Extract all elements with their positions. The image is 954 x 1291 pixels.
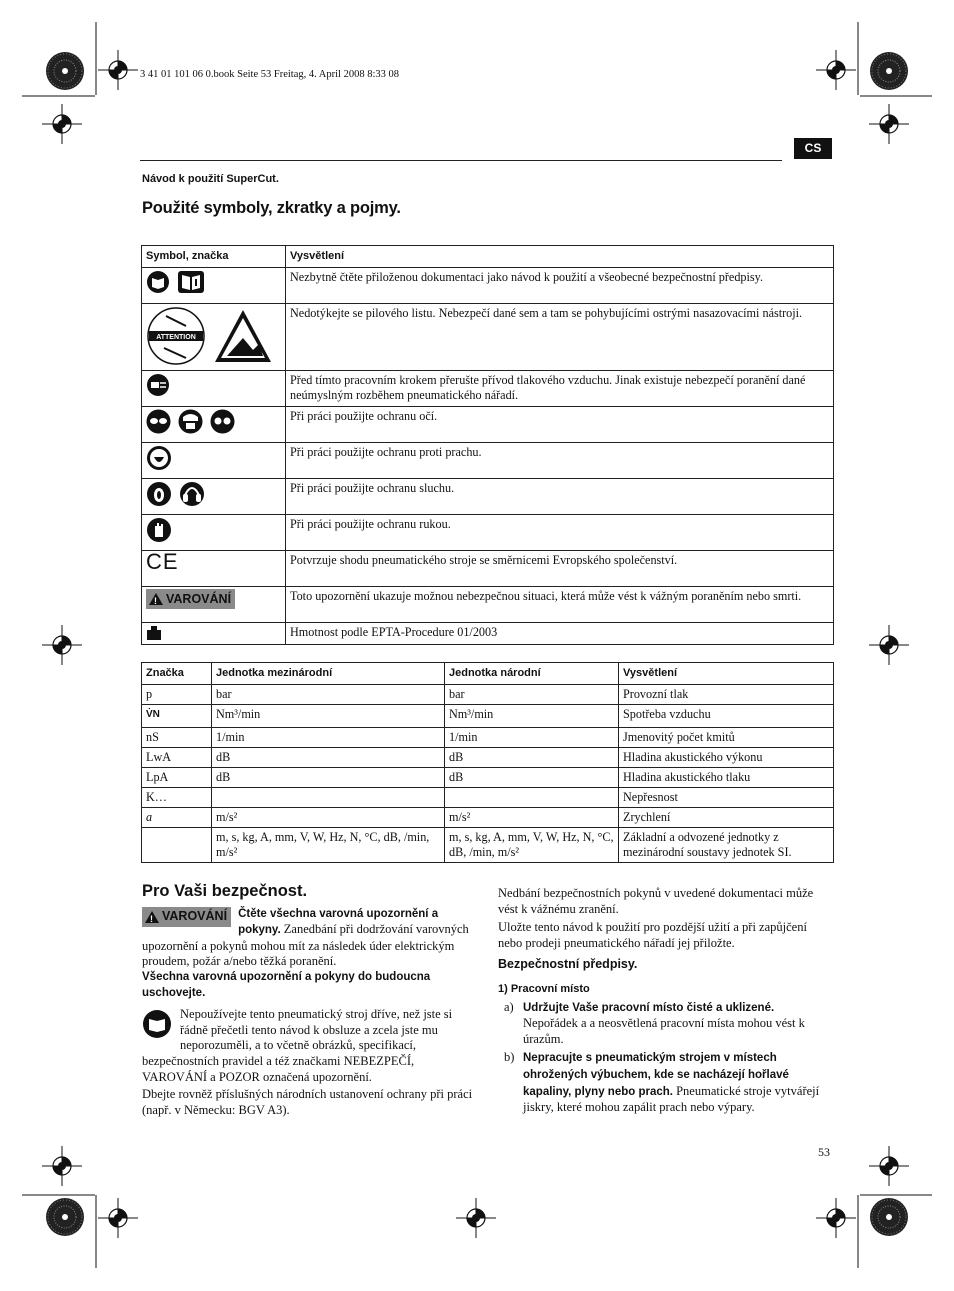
safety-right-column — [498, 886, 834, 1116]
rule-a-bold: Udržujte Vaše pracovní místo čisté a uklizené. — [523, 1001, 775, 1014]
warning-text: Zanedbání při dodržování varovných upozornění a pokynů mohou mít za následek úder elektrickým proudem, požár a/nebo těžká poranění. — [142, 922, 469, 969]
table-row — [142, 788, 834, 808]
rule-a-text: Nepořádek a a neosvětlená pracovní místa mohou vést k úrazům. — [523, 1016, 805, 1046]
rule-a-body — [523, 1000, 834, 1048]
symbol-cell — [142, 443, 286, 479]
unit-intl: dB — [212, 768, 445, 788]
symbols-table-header — [142, 246, 834, 268]
warning-bold: Čtěte všechna varovná upozornění a pokyny. — [238, 907, 439, 937]
header-explanation: Vysvětlení — [286, 246, 834, 268]
page-number: 53 — [818, 1145, 830, 1159]
explanation-cell: Před tímto pracovním krokem přerušte přívod tlakového vzduchu. Jinak existuje nebezpečí poranění dané neúmyslným rozběhem pneumatického nářadí. — [286, 371, 834, 407]
warning-badge — [142, 907, 231, 927]
unit-national: 1/min — [445, 728, 619, 748]
ear-protection-icon — [146, 481, 172, 507]
unit-desc: Nepřesnost — [619, 788, 834, 808]
table-row — [142, 623, 834, 645]
explanation-cell: Při práci použijte ochranu rukou. — [286, 515, 834, 551]
header-national-unit: Jednotka národní — [445, 663, 619, 685]
attention-blade-icon — [146, 306, 206, 366]
explanation-cell: Při práci použijte ochranu proti prachu. — [286, 443, 834, 479]
keep-manual-text: Uložte tento návod k použití pro pozdější užití a při zapůjčení nebo prodeji pneumatického nářadí jej přiložte. — [498, 920, 807, 950]
table-row — [142, 828, 834, 863]
explanation-cell: Při práci použijte ochranu sluchu. — [286, 479, 834, 515]
rule-b-bold: Nepracujte s pneumatickým strojem v místech ohrožených výbuchem, kde se nacházejí hořlavé kapaliny, plyny nebo prach. — [523, 1052, 789, 1098]
table-row — [142, 808, 834, 828]
ce-mark-icon: CE — [146, 548, 179, 574]
unit-intl: Nm³/min — [212, 705, 445, 728]
safety-rules-title: Bezpečnostní předpisy. — [498, 957, 638, 972]
table-row — [142, 371, 834, 407]
rule-b-text: Pneumatické stroje vytvářejí jiskry, které mohou zapálit prach nebo výpary. — [523, 1083, 820, 1115]
unit-desc: Hladina akustického tlaku — [619, 768, 834, 788]
unit-symbol — [142, 828, 212, 863]
unit-intl: m, s, kg, A, mm, V, W, Hz, N, °C, dB, /min, m/s² — [212, 828, 445, 863]
table-row — [142, 407, 834, 443]
weight-icon — [146, 625, 162, 641]
unit-symbol: V̇N — [142, 705, 212, 728]
unit-national: m, s, kg, A, mm, V, W, Hz, N, °C, dB, /min, m/s² — [445, 828, 619, 863]
unit-intl: bar — [212, 685, 445, 705]
section-title: Použité symboly, zkratky a pojmy. — [142, 199, 401, 217]
unit-national: dB — [445, 748, 619, 768]
table-row — [142, 515, 834, 551]
symbol-cell — [142, 515, 286, 551]
unit-symbol: nS — [142, 728, 212, 748]
header-intl-unit: Jednotka mezinárodní — [212, 663, 445, 685]
unit-desc: Jmenovitý počet kmitů — [619, 728, 834, 748]
dust-mask-icon — [146, 445, 172, 471]
rule-b-label: b) — [504, 1050, 515, 1065]
regulations-text: Dbejte rovněž příslušných národních ustanovení ochrany při práci (např. v Německu: BGV A3). — [142, 1087, 473, 1117]
unit-intl — [212, 788, 445, 808]
unit-symbol: a — [142, 808, 212, 828]
table-row — [142, 728, 834, 748]
symbol-cell — [142, 268, 286, 304]
table-row — [142, 268, 834, 304]
warning-badge — [146, 589, 235, 609]
glasses-icon — [210, 409, 235, 434]
rule-b — [498, 1050, 834, 1115]
warning-badge-label: VAROVÁNÍ — [166, 591, 232, 606]
face-shield-icon — [178, 409, 203, 434]
read-manual-icon — [142, 1009, 172, 1039]
unit-intl: dB — [212, 748, 445, 768]
unit-desc: Provozní tlak — [619, 685, 834, 705]
workplace-title: 1) Pracovní místo — [498, 982, 590, 995]
unit-desc: Základní a odvozené jednotky z mezinárodní soustavy jednotek SI. — [619, 828, 834, 863]
disconnect-air-icon — [146, 373, 170, 397]
symbol-cell — [142, 407, 286, 443]
header-rule — [140, 160, 782, 161]
warning-triangle-icon — [213, 308, 273, 364]
unit-symbol: LpA — [142, 768, 212, 788]
header-symbol: Symbol, značka — [142, 246, 286, 268]
table-row — [142, 705, 834, 728]
symbol-cell — [142, 623, 286, 645]
unit-intl: 1/min — [212, 728, 445, 748]
unit-symbol: K… — [142, 788, 212, 808]
header-explanation: Vysvětlení — [619, 663, 834, 685]
unit-national: bar — [445, 685, 619, 705]
rule-a-label: a) — [504, 999, 514, 1014]
table-row — [142, 551, 834, 587]
rule-b-body — [523, 1050, 834, 1115]
rule-a — [498, 1000, 834, 1048]
manual-book-icon — [177, 270, 205, 294]
table-row — [142, 768, 834, 788]
table-row — [142, 479, 834, 515]
unit-desc: Hladina akustického výkonu — [619, 748, 834, 768]
safety-title: Pro Vaši bezpečnost. — [142, 882, 308, 900]
table-row — [142, 304, 834, 371]
symbol-cell — [142, 479, 286, 515]
language-tab: CS — [794, 138, 832, 159]
ignore-warning-text: Nedbání bezpečnostních pokynů v uvedené dokumentaci může vést k vážnému zranění. — [498, 886, 814, 916]
unit-symbol: LwA — [142, 748, 212, 768]
read-manual-paragraph — [142, 1007, 476, 1085]
symbol-cell — [142, 548, 286, 587]
warning-triangle-icon — [145, 911, 159, 923]
table-row — [142, 443, 834, 479]
safety-left-column — [142, 884, 476, 1118]
warning-paragraph — [142, 906, 476, 970]
unit-desc: Zrychlení — [619, 808, 834, 828]
explanation-cell: Potvrzuje shodu pneumatického stroje se směrnicemi Evropského společenství. — [286, 551, 834, 587]
explanation-cell: Nedotýkejte se pilového listu. Nebezpečí dané sem a tam se pohybujícími ostrými nasazovacími nástroji. — [286, 304, 834, 371]
read-manual-text: Nepoužívejte tento pneumatický stroj dříve, než jste si řádně přečetli tento návod k obsluze a zcela jste mu neporozuměli, a to včetně obrázků, specifikací, bezpečnostních pravidel a též značkami NEBEZPEČÍ, VAROVÁNÍ a POZOR označená upozornění. — [142, 1007, 453, 1084]
symbol-cell — [142, 371, 286, 407]
symbol-cell — [142, 304, 286, 371]
units-table — [141, 662, 834, 863]
units-table-header — [142, 663, 834, 685]
explanation-cell: Nezbytně čtěte přiloženou dokumentaci jako návod k použití a všeobecné bezpečnostní předpisy. — [286, 268, 834, 304]
unit-intl: m/s² — [212, 808, 445, 828]
goggles-icon — [146, 409, 171, 434]
keep-instructions: Všechna varovná upozornění a pokyny do budoucna uschovejte. — [142, 970, 431, 999]
header-symbol: Značka — [142, 663, 212, 685]
explanation-cell: Hmotnost podle EPTA-Procedure 01/2003 — [286, 623, 834, 645]
read-manual-icon — [146, 270, 170, 294]
unit-national: m/s² — [445, 808, 619, 828]
warning-triangle-icon — [149, 593, 163, 605]
explanation-cell: Při práci použijte ochranu očí. — [286, 407, 834, 443]
attention-label: ATTENTION — [156, 334, 196, 341]
symbols-table — [141, 245, 834, 645]
unit-national: Nm³/min — [445, 705, 619, 728]
table-row — [142, 587, 834, 623]
unit-national — [445, 788, 619, 808]
ear-muffs-icon — [179, 481, 205, 507]
document-title: Návod k použití SuperCut. — [142, 173, 279, 185]
symbol-cell — [142, 587, 286, 623]
explanation-cell: Toto upozornění ukazuje možnou nebezpečnou situaci, která může vést k vážným poraněním nebo smrti. — [286, 587, 834, 623]
book-info-line: 3 41 01 101 06 0.book Seite 53 Freitag, 4. April 2008 8:33 08 — [140, 69, 399, 80]
gloves-icon — [146, 517, 172, 543]
warning-badge-label: VAROVÁNÍ — [162, 908, 228, 923]
table-row — [142, 748, 834, 768]
unit-symbol: p — [142, 685, 212, 705]
unit-national: dB — [445, 768, 619, 788]
unit-desc: Spotřeba vzduchu — [619, 705, 834, 728]
table-row — [142, 685, 834, 705]
